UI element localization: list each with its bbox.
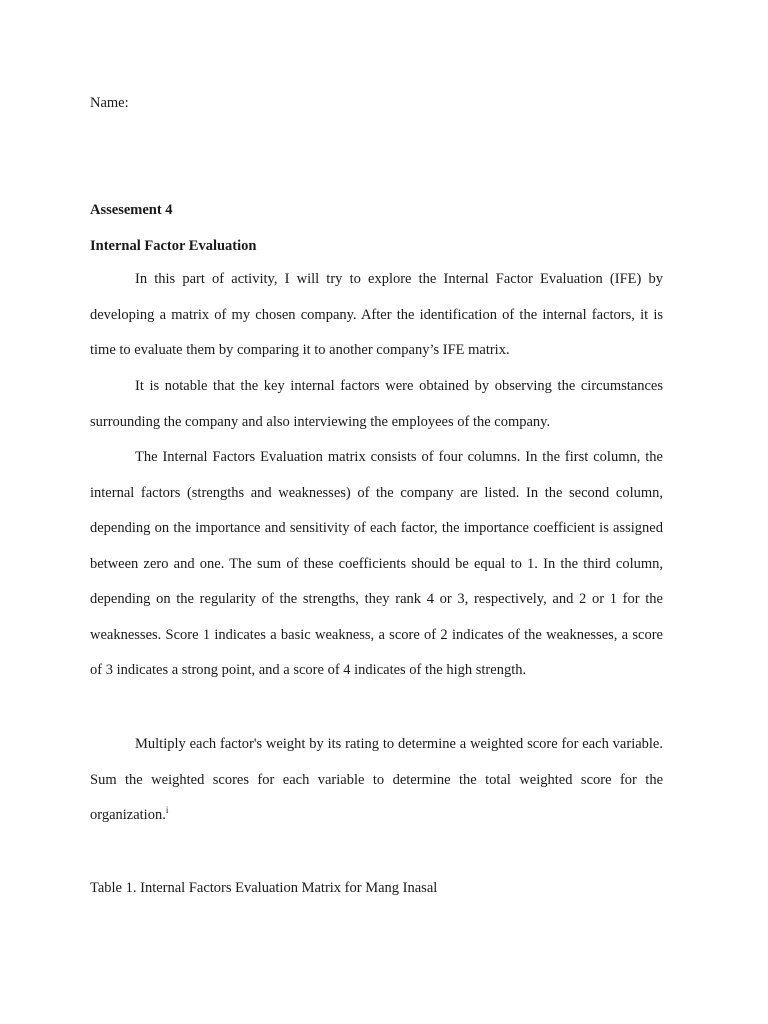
paragraph-key-factors: It is notable that the key internal factors were obtained by observing the circumstances surrounding the company and also interviewing the employees of the company. — [90, 378, 663, 430]
assessment-heading: Assesement 4 — [90, 202, 173, 218]
paragraph-matrix-description: The Internal Factors Evaluation matrix consists of four columns. In the first column, the internal factors (strengths and weaknesses) of the company are listed. In the second column, depending on the importance and sensitivity of each factor, the importance coefficient is assigned between zero and one. The sum of these coefficients should be equal to 1. In the third column, depending on the regularity of the strengths, they rank 4 or 3, respectively, and 2 or 1 for the weaknesses. Score 1 indicates a basic weakness, a score of 2 indicates of the weaknesses, a score of 3 indicates a strong point, and a score of 4 indicates of the high strength. — [90, 449, 663, 678]
section-heading: Internal Factor Evaluation — [90, 238, 257, 254]
paragraph-weighted-score — [90, 727, 663, 834]
paragraph-intro: In this part of activity, I will try to explore the Internal Factor Evaluation (IFE) by developing a matrix of my chosen company. After the identification of the internal factors, it is time to evaluate them by comparing it to another company’s IFE matrix. — [90, 271, 663, 358]
name-label: Name: — [90, 95, 129, 111]
paragraph-weighted-score-text: Multiply each factor's weight by its rating to determine a weighted score for each variable. Sum the weighted scores for each variable to determine the total weighted score for the organization. — [90, 736, 663, 823]
footnote-reference[interactable]: i — [165, 805, 169, 815]
table-caption: Table 1. Internal Factors Evaluation Matrix for Mang Inasal — [90, 880, 438, 896]
